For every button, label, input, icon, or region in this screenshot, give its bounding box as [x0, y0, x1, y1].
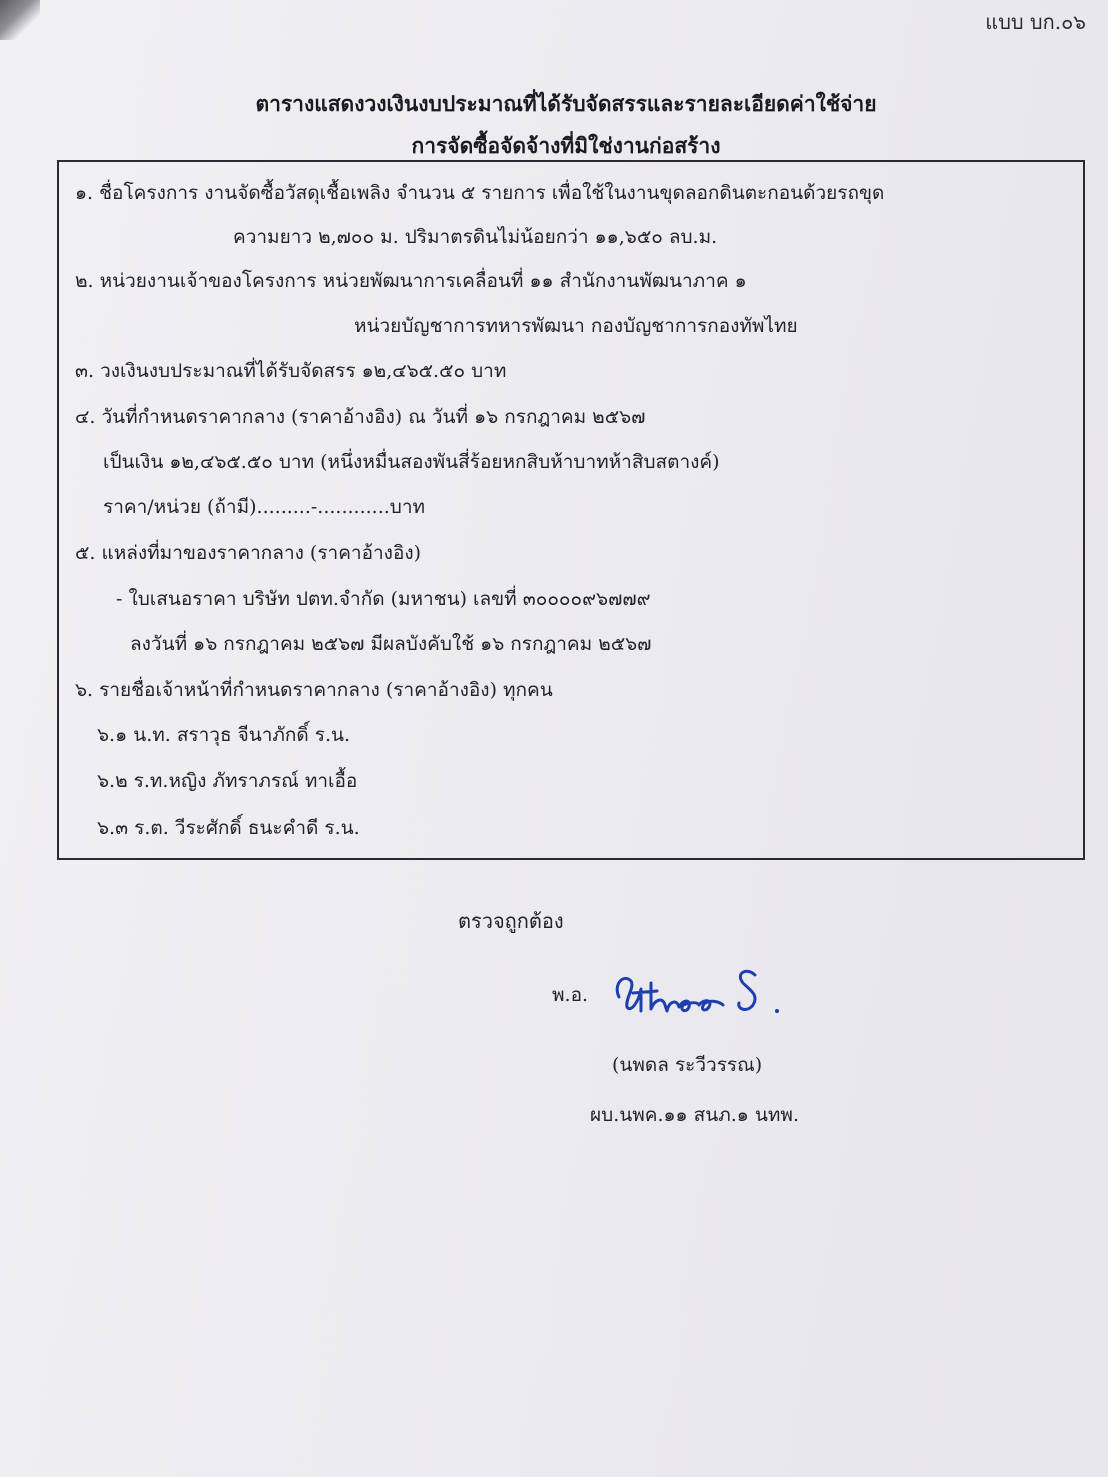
verification-label: ตรวจถูกต้อง	[458, 909, 564, 933]
reference-amount-line: เป็นเงิน ๑๒,๔๖๕.๕๐ บาท (หนึ่งหมื่นสองพันสี่ร้อยหกสิบห้าบาทห้าสิบสตางค์)	[103, 451, 720, 473]
source-dates-line: ลงวันที่ ๑๖ กรกฎาคม ๒๕๖๗ มีผลบังคับใช้ ๑๖ กรกฎาคม ๒๕๖๗	[130, 633, 652, 655]
officer-2: ๖.๒ ร.ท.หญิง ภัทราภรณ์ ทาเอื้อ	[97, 770, 358, 792]
document-title-line2: การจัดซื้อจัดจ้างที่มิใช่งานก่อสร้าง	[411, 133, 721, 158]
signer-rank: พ.อ.	[552, 984, 589, 1006]
owner-line1: ๒. หน่วยงานเจ้าของโครงการ หน่วยพัฒนาการเคลื่อนที่ ๑๑ สำนักงานพัฒนาภาค ๑	[75, 270, 747, 292]
unit-price-line: ราคา/หน่วย (ถ้ามี).........-............บาท	[103, 496, 426, 518]
source-quote-line: - ใบเสนอราคา บริษัท ปตท.จำกัด (มหาชน) เลขที่ ๓๐๐๐๐๙๖๗๗๙	[116, 588, 651, 610]
reference-date-line: ๔. วันที่กำหนดราคากลาง (ราคาอ้างอิง) ณ วันที่ ๑๖ กรกฎาคม ๒๕๖๗	[75, 406, 646, 428]
officers-heading: ๖. รายชื่อเจ้าหน้าที่กำหนดราคากลาง (ราคาอ้างอิง) ทุกคน	[75, 679, 553, 701]
officer-1: ๖.๑ น.ท. สราวุธ จีนาภักดิ์ ร.น.	[97, 724, 351, 746]
owner-line2: หน่วยบัญชาการทหารพัฒนา กองบัญชาการกองทัพไทย	[354, 315, 798, 337]
page-corner-shadow	[0, 0, 40, 40]
officer-3: ๖.๓ ร.ต. วีระศักดิ์ ธนะคำดี ร.น.	[97, 817, 360, 839]
signer-position: ผบ.นพค.๑๑ สนภ.๑ นทพ.	[590, 1104, 799, 1126]
handwritten-signature	[605, 955, 790, 1025]
signer-name: (นพดล ระวีวรรณ)	[612, 1054, 763, 1076]
source-heading: ๕. แหล่งที่มาของราคากลาง (ราคาอ้างอิง)	[75, 542, 422, 564]
project-name-line2: ความยาว ๒,๗๐๐ ม. ปริมาตรดินไม่น้อยกว่า ๑๑,๖๕๐ ลบ.ม.	[233, 226, 718, 248]
form-code: แบบ บก.๐๖	[985, 10, 1086, 34]
project-name-line1: ๑. ชื่อโครงการ งานจัดซื้อวัสดุเชื้อเพลิง จำนวน ๕ รายการ เพื่อใช้ในงานขุดลอกดินตะกอนด้วยรถขุด	[75, 182, 885, 204]
document-title-line1: ตารางแสดงวงเงินงบประมาณที่ได้รับจัดสรรและรายละเอียดค่าใช้จ่าย	[255, 91, 877, 116]
budget-line: ๓. วงเงินงบประมาณที่ได้รับจัดสรร ๑๒,๔๖๕.๕๐ บาท	[75, 360, 507, 382]
